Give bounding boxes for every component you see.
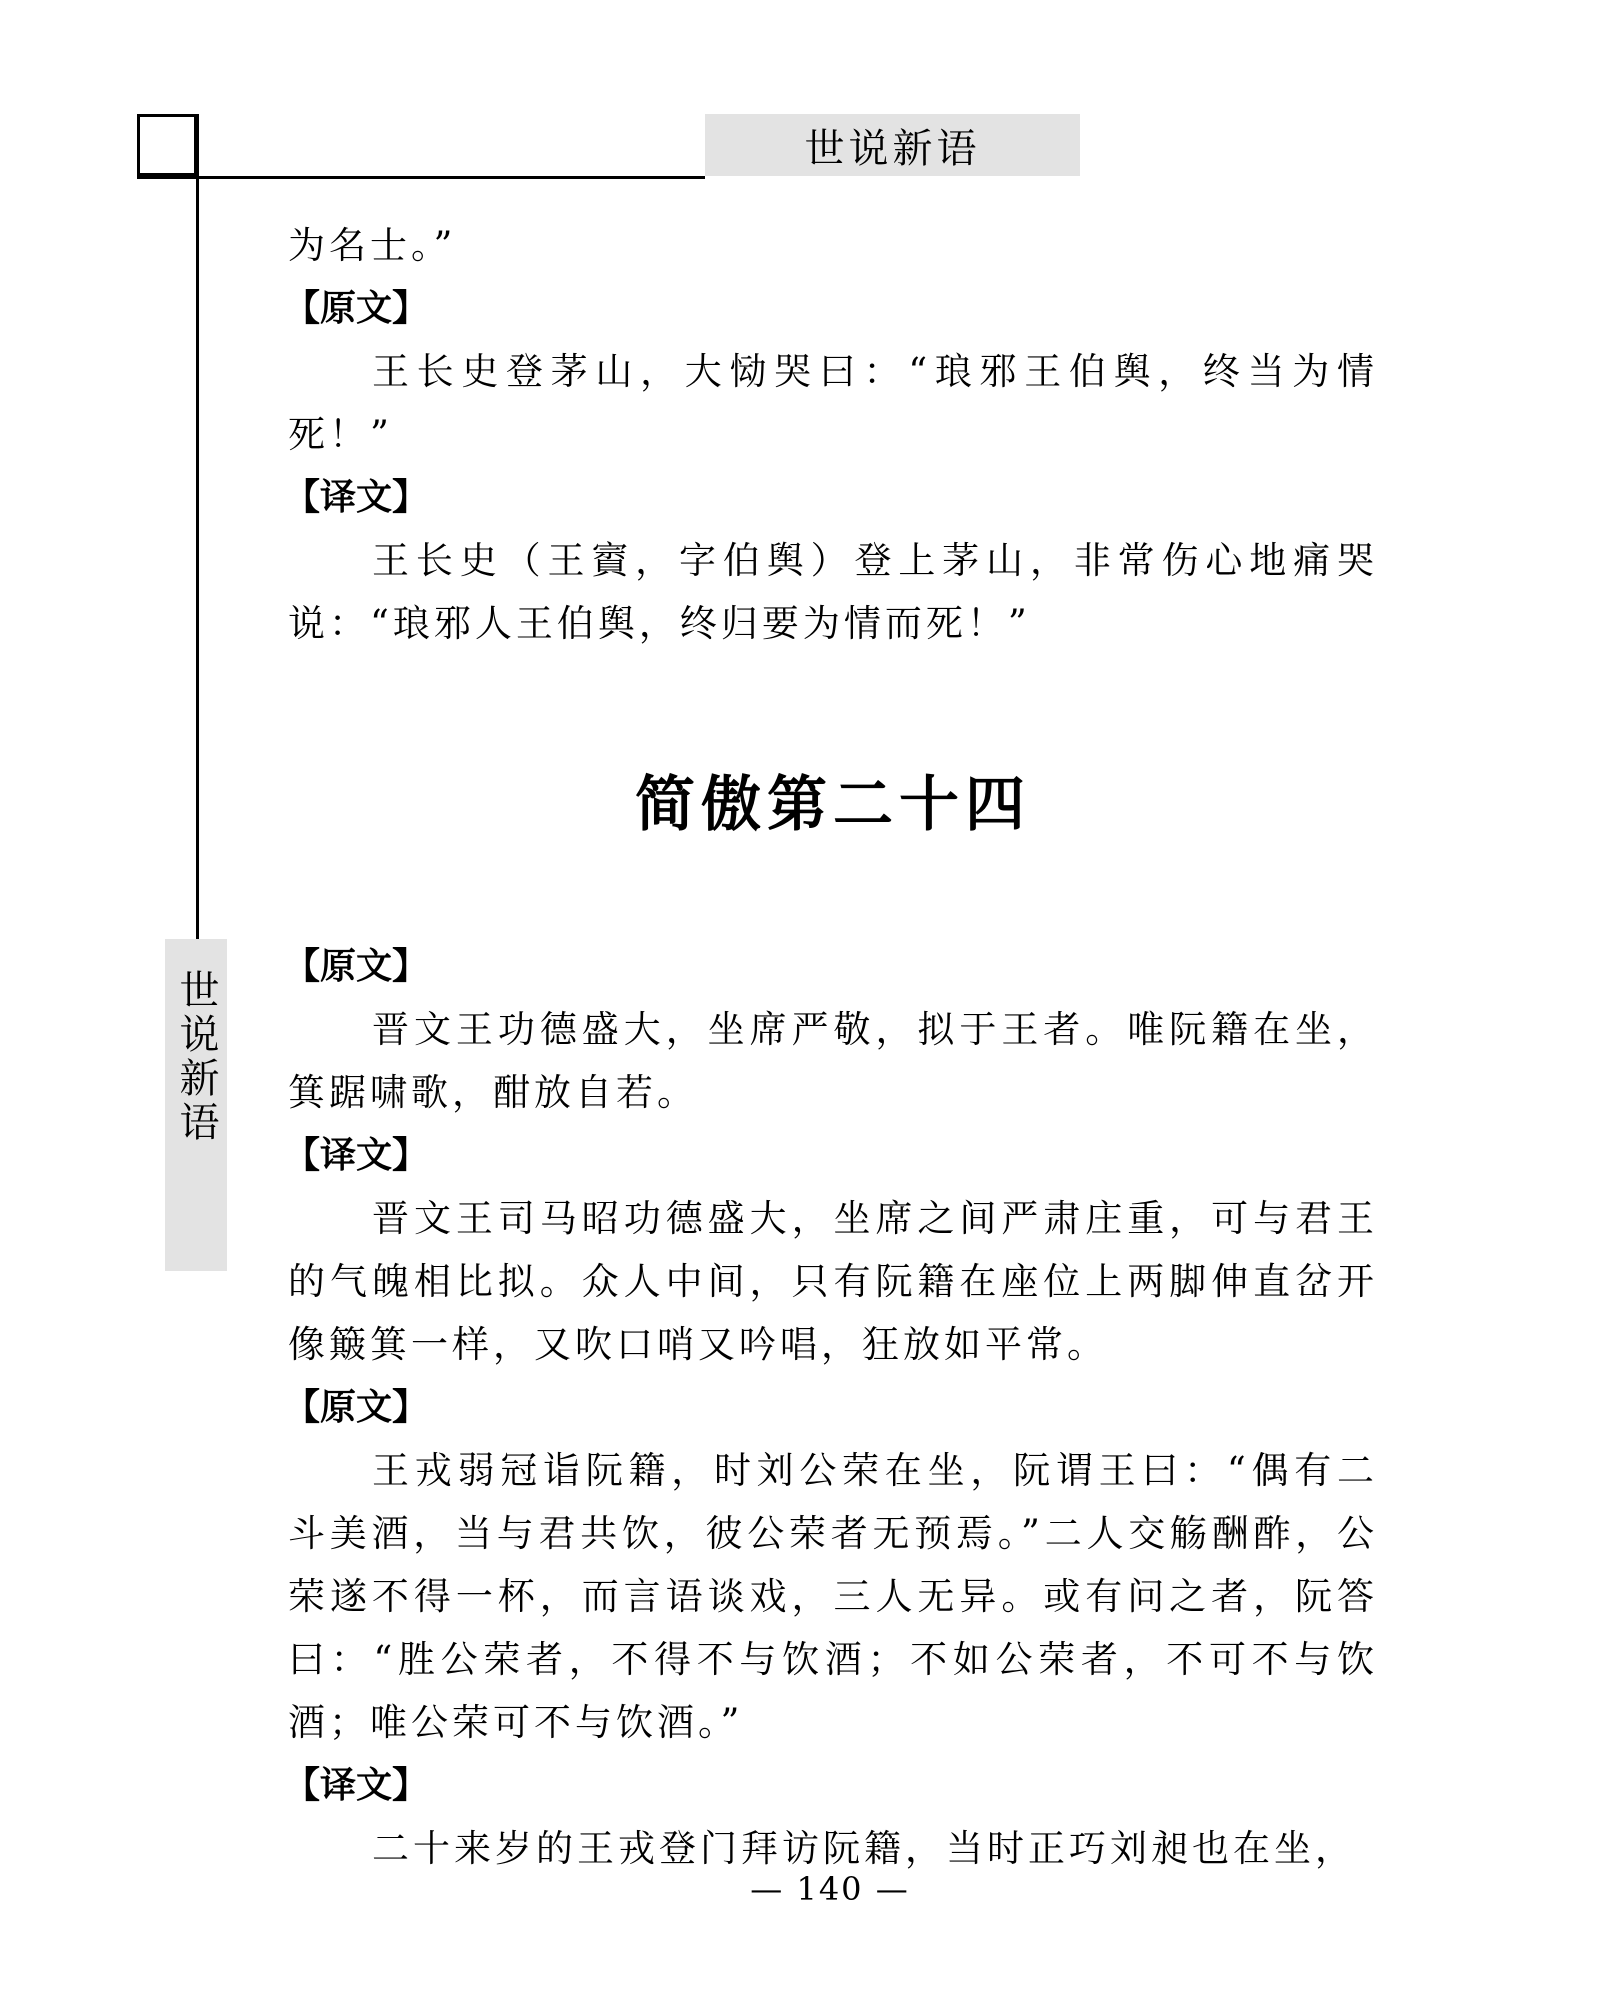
translation-label: 【译文】 [284, 477, 429, 518]
original-text: 王长史登茅山，大恸哭曰：“琅邪王伯舆，终当为情死！” [288, 350, 1378, 456]
side-tab [165, 939, 227, 1271]
side-tab-label: 世说新语 [173, 969, 219, 1145]
original-text: 王戎弱冠诣阮籍，时刘公荣在坐，阮谓王曰：“偶有二斗美酒，当与君共饮，彼公荣者无预焉。”二人交觞酬酢，公荣遂不得一杯，而言语谈戏，三人无异。或有问之者，阮答曰：“胜公荣者，不得不与饮酒；不如公荣者，不可不与饮酒；唯公荣可不与饮酒。” [288, 1449, 1378, 1744]
original-label: 【原文】 [284, 946, 429, 987]
translation-text: 二十来岁的王戎登门拜访阮籍，当时正巧刘昶也在坐， [372, 1827, 1356, 1870]
page-content [284, 214, 1378, 1880]
header-rule [137, 176, 705, 179]
translation-label: 【译文】 [284, 1765, 429, 1806]
page-number: — 140 — [750, 1870, 910, 1908]
corner-box [137, 114, 197, 176]
original-label: 【原文】 [284, 288, 429, 329]
continuation-text: 为名士。” [288, 224, 457, 267]
margin-rule [196, 114, 199, 939]
translation-label: 【译文】 [284, 1135, 429, 1176]
original-label: 【原文】 [284, 1387, 429, 1428]
running-header [705, 114, 1080, 176]
chapter-title: 简傲第二十四 [635, 770, 1031, 840]
translation-text: 王长史（王賨，字伯舆）登上茅山，非常伤心地痛哭说：“琅邪人王伯舆，终归要为情而死！” [288, 539, 1378, 645]
original-text: 晋文王功德盛大，坐席严敬，拟于王者。唯阮籍在坐，箕踞啸歌，酣放自若。 [288, 1008, 1378, 1114]
running-header-title: 世说新语 [804, 125, 981, 172]
translation-text: 晋文王司马昭功德盛大，坐席之间严肃庄重，可与君王的气魄相比拟。众人中间，只有阮籍在座位上两脚伸直岔开像簸箕一样，又吹口哨又吟唱，狂放如平常。 [288, 1197, 1378, 1366]
